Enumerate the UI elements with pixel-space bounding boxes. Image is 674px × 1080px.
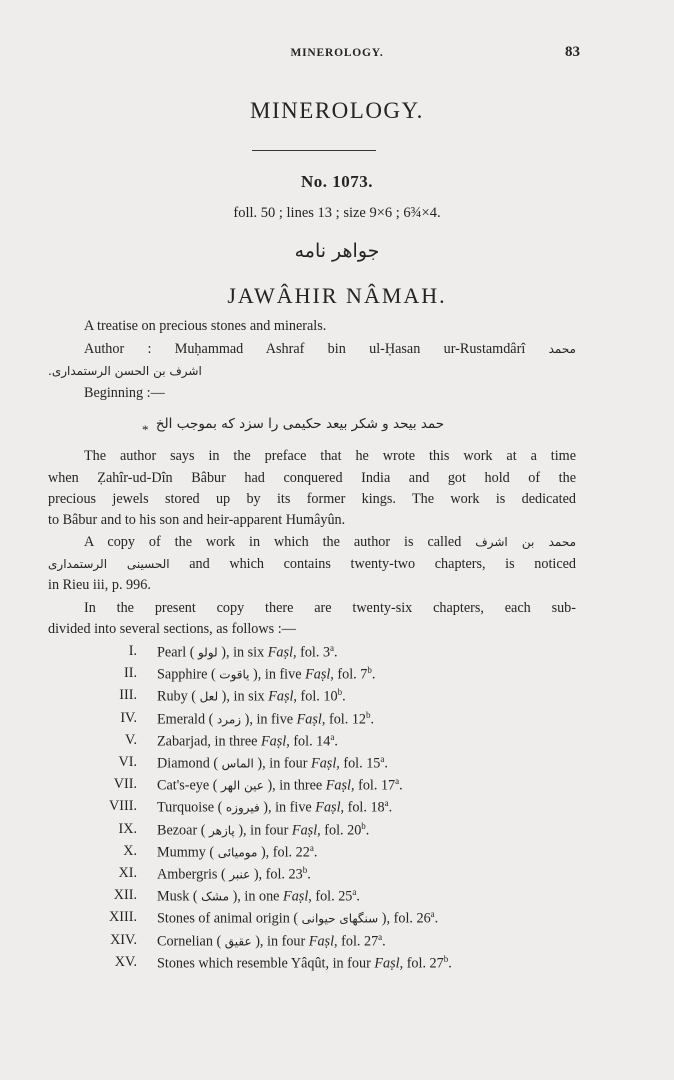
chapter-arabic-name: سنگهای حيوانی — [301, 911, 379, 926]
chapter-arabic-name: عقيق — [224, 934, 252, 949]
chapter-folio: fol. 15 — [339, 755, 381, 772]
chapter-name: Cornelian — [157, 933, 213, 950]
para3-line1: In the present copy there are twenty-six chapters, each sub- — [84, 600, 576, 616]
chapter-entry: Ambergris ( عنبر ), fol. 23$^b$. — [157, 865, 311, 883]
catalog-number: No. 1073. — [300, 172, 374, 191]
chapter-folio: fol. 17 — [354, 777, 396, 794]
chapter-arabic-name: پازهر — [209, 823, 235, 838]
chapter-number: III. — [119, 687, 137, 703]
chapter-number: VI. — [118, 754, 137, 770]
chapter-number: IV. — [120, 710, 137, 726]
author-text: Author : Muḥammad Ashraf bin ul-Ḥasan ur-Rustamdârî — [84, 341, 526, 357]
chapter-number: XIV. — [110, 932, 137, 948]
chapter-folio: fol. 20 — [320, 822, 362, 839]
chapter-number: I. — [128, 643, 137, 659]
para2-arabic-cont: الحسينی الرستمداری — [48, 557, 170, 571]
chapter-name: Stones of animal origin — [157, 910, 290, 927]
chapter-arabic-name: ياقوت — [219, 667, 250, 682]
chapter-sections: in three — [214, 733, 261, 750]
para1-line3: precious jewels stored up by its former kings. The work is dedicated — [48, 491, 576, 507]
folio-side: b — [367, 665, 372, 675]
chapter-entry: Sapphire ( ياقوت ), in five Faṣl, fol. 7$^b$. — [157, 665, 376, 683]
chapter-entry: Zabarjad, in three Faṣl, fol. 14$^a$. — [157, 732, 338, 750]
folio-side: a — [352, 887, 357, 897]
chapter-name: Bezoar — [157, 822, 198, 839]
fasl-word: Faṣl — [325, 777, 351, 794]
fasl-word: Faṣl — [296, 711, 322, 728]
page-number: 83 — [565, 44, 580, 60]
chapter-folio: fol. 25 — [311, 888, 353, 905]
title-rule — [252, 150, 376, 151]
chapter-folio: fol. 23 — [262, 866, 303, 883]
chapter-entry: Stones of animal origin ( سنگهای حيوانی ), fol. 26$^a$. — [157, 909, 439, 927]
para1-line1: The author says in the preface that he wrote this work at a time — [84, 448, 576, 464]
chapter-number: II. — [124, 665, 137, 681]
author-line — [84, 341, 576, 358]
chapter-arabic-name: فيروزه — [225, 800, 260, 815]
fasl-word: Faṣl — [261, 733, 287, 750]
chapter-name: Emerald — [157, 711, 206, 728]
fasl-word: Faṣl — [315, 799, 341, 816]
folio-side: b — [361, 821, 366, 831]
chapter-name: Sapphire — [157, 666, 208, 683]
chapter-folio: fol. 3 — [296, 644, 331, 661]
para2-arabic: محمد بن اشرف — [475, 535, 577, 549]
chapter-folio: fol. 27 — [403, 955, 444, 972]
para3-line2: divided into several sections, as follows :— — [48, 621, 296, 637]
chapter-number: XII. — [113, 887, 137, 903]
chapter-entry: Diamond ( الماس ), in four Faṣl, fol. 15$^a$. — [157, 754, 388, 772]
chapter-folio: fol. 7 — [333, 666, 368, 683]
chapter-number: V. — [125, 732, 137, 748]
chapter-sections: in one — [240, 888, 284, 905]
arabic-title: جواهر نامه — [294, 240, 380, 262]
author-arabic-line — [48, 363, 576, 380]
chapter-folio: fol. 12 — [325, 711, 367, 728]
chapter-sections: in five — [261, 666, 306, 683]
fasl-word: Faṣl — [283, 888, 309, 905]
chapter-arabic-name: الماس — [221, 756, 254, 771]
manuscript-specs: foll. 50 ; lines 13 ; size 9×6 ; 6¾×4. — [233, 205, 441, 221]
folio-side: b — [337, 687, 343, 697]
chapter-arabic-name: عنبر — [229, 867, 251, 882]
chapter-number: XI. — [118, 865, 137, 881]
section-title: MINEROLOGY. — [250, 98, 424, 123]
chapter-arabic-name: لعل — [199, 689, 219, 704]
para2-line2 — [48, 556, 576, 573]
para2-text: A copy of the work in which the author is called — [84, 534, 462, 550]
chapter-name: Mummy — [157, 844, 206, 861]
chapter-folio: fol. 26 — [390, 910, 431, 927]
beginning-label: Beginning :— — [84, 385, 165, 401]
fasl-word: Faṣl — [267, 644, 293, 661]
chapter-folio: fol. 27 — [337, 933, 379, 950]
chapter-entry: Turquoise ( فيروزه ), in five Faṣl, fol. 18$^a$. — [157, 798, 393, 816]
para2-text-cont: and which contains twenty-two chapters, is noticed — [189, 556, 577, 572]
chapter-entry: Mummy ( موميائی ), fol. 22$^a$. — [157, 843, 318, 861]
chapter-number: VII. — [113, 776, 137, 792]
fasl-word: Faṣl — [311, 755, 337, 772]
chapter-entry: Stones which resemble Yâqût, in four Faṣl, fol. 27$^b$. — [157, 954, 452, 972]
chapter-number: XV. — [114, 954, 137, 970]
chapter-name: Ruby — [157, 688, 188, 705]
chapter-sections: in six — [229, 688, 269, 705]
chapter-name: Pearl — [157, 644, 187, 661]
fasl-word: Faṣl — [305, 666, 331, 683]
chapter-entry: Bezoar ( پازهر ), in four Faṣl, fol. 20$^b$. — [157, 821, 370, 839]
fasl-word: Faṣl — [268, 688, 294, 705]
chapter-name: Turquoise — [157, 799, 215, 816]
chapter-folio: fol. 18 — [344, 799, 385, 816]
beginning-arabic: حمد بيحد و شکر بيعد حکيمی را سزد که بموجب الخ — [155, 416, 445, 432]
chapter-sections: in four — [265, 755, 312, 772]
folio-side: a — [309, 843, 314, 853]
para2-line1 — [84, 534, 576, 551]
folio-side: a — [378, 932, 383, 942]
chapter-folio: fol. 14 — [289, 733, 331, 750]
running-head: MINEROLOGY. — [290, 47, 384, 59]
folio-side: b — [443, 954, 449, 964]
fasl-word: Faṣl — [291, 822, 318, 839]
chapter-entry: Emerald ( زمرد ), in five Faṣl, fol. 12$^b$. — [157, 710, 375, 728]
author-arabic-cont: اشرف بن الحسن الرستمداری. — [48, 364, 202, 378]
chapter-name: Diamond — [157, 755, 210, 772]
chapter-arabic-name: موميائی — [217, 845, 258, 860]
fasl-word: Faṣl — [374, 955, 400, 972]
work-title: JAWÂHIR NÂMAH. — [227, 283, 447, 308]
chapter-sections: in four — [246, 822, 292, 839]
para2-line3: in Rieu iii, p. 996. — [48, 577, 151, 593]
chapter-folio: fol. 22 — [269, 844, 310, 861]
chapter-arabic-name: لولو — [197, 645, 218, 660]
folio-side: a — [330, 732, 335, 742]
para1-line2: when Ẓahîr-ud-Dîn Bâbur had conquered India and got hold of the — [48, 470, 576, 486]
folio-side: b — [366, 710, 371, 720]
chapter-name: Cat's-eye — [157, 777, 210, 794]
chapter-entry: Ruby ( لعل ), in six Faṣl, fol. 10$^b$. — [157, 687, 346, 705]
chapter-arabic-name: مشک — [201, 889, 230, 904]
chapter-sections: in five — [271, 799, 316, 816]
chapter-folio: fol. 10 — [296, 688, 338, 705]
chapter-number: IX. — [118, 821, 137, 837]
para1-line4: to Bâbur and to his son and heir-apparent Humâyûn. — [48, 512, 346, 528]
chapter-sections: in five — [252, 711, 297, 728]
chapter-name: Ambergris — [157, 866, 218, 883]
folio-side: a — [430, 909, 435, 919]
folio-side: b — [302, 865, 308, 875]
chapter-name: Stones which resemble Yâqût, in four — [157, 955, 371, 972]
folio-side: a — [380, 754, 385, 764]
chapter-entry: Pearl ( لولو ), in six Faṣl, fol. 3$^a$. — [157, 643, 338, 661]
chapter-arabic-name: عين الهر — [221, 778, 264, 793]
folio-side: a — [384, 798, 389, 808]
star-mark: * — [142, 422, 149, 437]
chapter-arabic-name: زمرد — [216, 712, 242, 727]
chapter-name: Zabarjad, — [157, 733, 211, 750]
chapter-entry: Cornelian ( عقيق ), in four Faṣl, fol. 27$^a$. — [157, 932, 386, 950]
chapter-sections: in four — [263, 933, 309, 950]
description-line: A treatise on precious stones and minerals. — [84, 318, 327, 334]
chapter-entry: Musk ( مشک ), in one Faṣl, fol. 25$^a$. — [157, 887, 360, 905]
chapter-number: XIII. — [109, 909, 137, 925]
chapter-name: Musk — [157, 888, 190, 905]
chapter-sections: in three — [275, 777, 326, 794]
folio-side: a — [395, 776, 400, 786]
folio-side: a — [330, 643, 335, 653]
fasl-word: Faṣl — [308, 933, 335, 950]
chapter-number: VIII. — [109, 798, 137, 814]
chapter-sections: in six — [229, 644, 268, 661]
author-arabic: محمد — [548, 342, 576, 356]
chapter-entry: Cat's-eye ( عين الهر ), in three Faṣl, fol. 17$^a$. — [157, 776, 403, 794]
chapter-number: X. — [123, 843, 137, 859]
